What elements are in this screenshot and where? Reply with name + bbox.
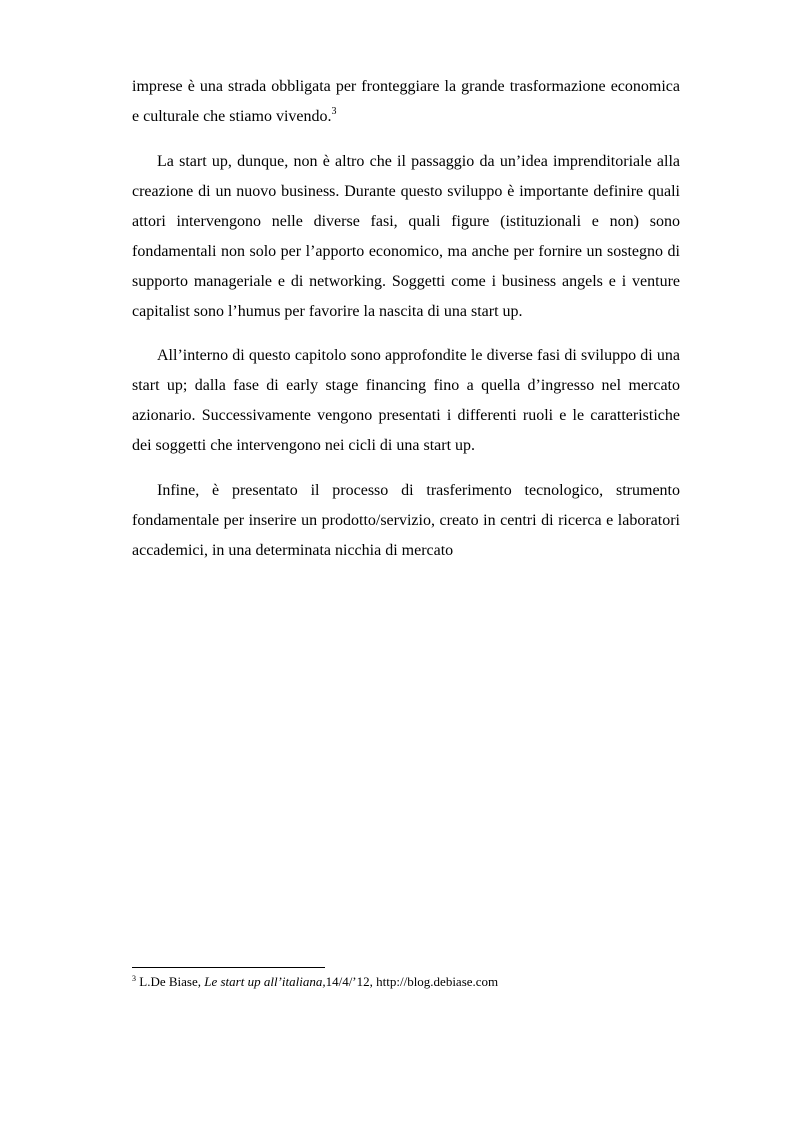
paragraph: All’interno di questo capitolo sono approfondite le diverse fasi di sviluppo di una start up; dalla fase di early stage financing fino a quella d’ingresso nel mercato azionario. Successivamente vengono presentati i differenti ruoli e le caratteristiche dei soggetti che intervengono nei cicli di una start up. [132,347,680,454]
page-body [132,72,680,580]
paragraph: La start up, dunque, non è altro che il passaggio da un’idea imprenditoriale alla creazione di un nuovo business. Durante questo sviluppo è importante definire quali attori intervengono nelle diverse fasi, quali figure (istituzionali e non) sono fondamentali non solo per l’apporto economico, ma anche per fornire un sostegno di supporto manageriale e di networking. Soggetti come i business angels e i venture capitalist sono l’humus per favorire la nascita di una start up. [132,152,680,320]
footnote-separator [132,967,325,968]
paragraph: Infine, è presentato il processo di trasferimento tecnologico, strumento fondamentale per inserire un prodotto/servizio, creato in centri di ricerca e laboratori accademici, in una determinata nicchia di mercato [132,481,680,559]
footnote-details: 14/4/’12, http://blog.debiase.com [325,974,499,989]
footnote [132,973,692,991]
footnote-title: Le start up all’italiana, [204,974,326,989]
paragraph-text: imprese è una strada obbligata per fronteggiare la grande trasformazione economica e culturale che stiamo vivendo. [132,78,680,125]
footnote-reference[interactable]: 3 [331,106,337,117]
paragraph-continuation [132,72,680,132]
footnote-author: L.De Biase, [136,974,205,989]
footnote-number: 3 [132,974,136,983]
